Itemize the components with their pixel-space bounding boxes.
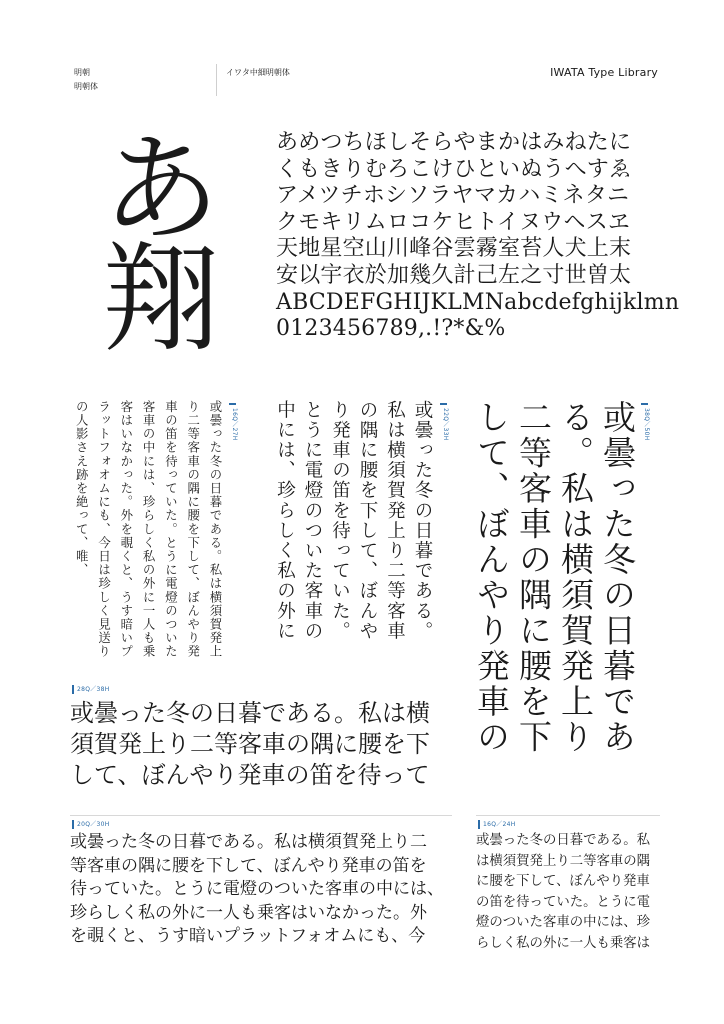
sample-line: は横須賀発上り二等客車の隅 [476,853,651,869]
size-label-22q: 22Q／33H [442,408,449,441]
size-label-38q: 38Q／50H [643,408,650,441]
section-rule [70,815,452,816]
label-marker [440,403,447,405]
category-label [74,66,98,94]
specimen-line: ABCDEFGHIJKLMNabcdefghijklmn [276,289,680,315]
horizontal-sample-16q [476,831,660,955]
category-line-2: 明朝体 [74,82,98,91]
sample-line: 等客車の隅に腰を下して、ぼんやり発車の笛を [70,855,427,876]
character-specimen [276,130,679,343]
sample-line: 或曇った冬の日暮である。私は横 [70,699,430,727]
header-divider [216,64,217,96]
hero-char-kanji: 翔 [101,230,220,368]
sample-line: 待っていた。とうに電燈のついた客車の中には、 [70,879,444,900]
label-marker [641,403,648,405]
font-name: イワタ中細明朝体 [226,68,290,77]
specimen-line: あめつちほしそらやまかはみねたに [276,130,632,155]
size-label-16q: 16Q／27H [231,408,238,441]
hero-char-hiragana: あ [101,120,220,258]
specimen-line: 安以宇衣於加幾久計己左之寸世曽太 [276,262,632,288]
size-label-28q: 28Q／38H [72,685,110,694]
vertical-sample-16q: 或曇った冬の日暮である。私は横須賀発上り二等客車の隅に腰を下して、ぼんやり発車の笛を待っていた。とうに電燈のついた客車の中には、珍らしく私の外に一人も乗客はいなかった。外を覗くと、うす暗いプラットフォオムにも、今日は珍しく見送りの人影さえ跡を絶って、唯、 [74,400,223,659]
size-label-16q-horizontal: 16Q／24H [478,820,516,829]
label-marker [229,403,236,405]
sample-line: を覗くと、うす暗いプラットフォオムにも、今 [70,926,426,947]
sample-line: 珍らしく私の外に一人も乗客はいなかった。外 [70,902,427,923]
sample-line: 燈のついた客車の中には、珍 [476,915,651,931]
section-rule [476,815,660,816]
specimen-line: アメツチホシソラヤマカハミネタニ [276,183,630,209]
sample-line: らしく私の外に一人も乗客は [476,935,651,951]
vertical-sample-22q: 或曇った冬の日暮である。私は横須賀発上り二等客車の隅に腰を下して、ぼんやり発車の笛を待っていた。とうに電燈のついた客車の中には、珍らしく私の外に [274,400,433,642]
library-title: IWATA Type Library [550,66,658,79]
sample-line: に腰を下して、ぼんやり発車 [476,874,650,890]
horizontal-sample-20q [70,831,450,949]
sample-line: 或曇った冬の日暮である。私は横須賀発上り二 [70,832,427,852]
category-line-1: 明朝 [74,68,90,77]
horizontal-sample-28q [70,698,450,791]
specimen-line: クモキリムロコケヒトイヌウヘスヱ [276,209,631,235]
vertical-sample-38q: 或曇った冬の日暮である。私は横須賀発上り二等客車の隅に腰を下して、ぼんやり発車の [472,400,637,755]
specimen-line: 天地星空山川峰谷雲霧室苔人犬上末 [276,236,632,262]
specimen-line: 0123456789,.!?*&% [276,316,506,342]
sample-line: 須賀発上り二等客車の隅に腰を下 [70,730,430,758]
sample-line: して、ぼんやり発車の笛を待って [70,761,430,789]
size-label-20q: 20Q／30H [72,820,110,829]
sample-line: の笛を待っていた。とうに電 [476,894,651,910]
specimen-line: くもきりむろこけひといぬうへすゑ [276,156,632,182]
sample-line: 或曇った冬の日暮である。私 [476,833,651,848]
